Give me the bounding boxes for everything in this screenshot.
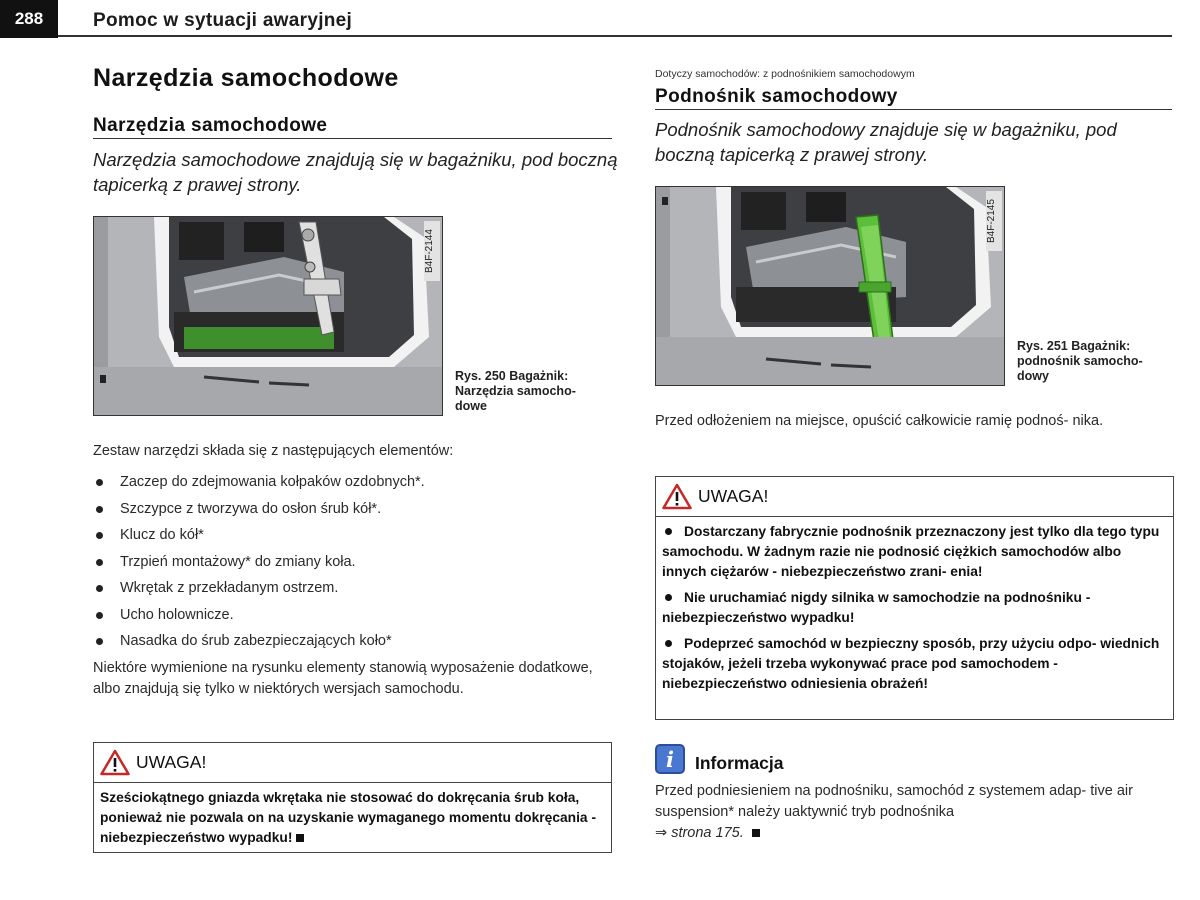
end-mark-icon [752,829,760,837]
list-item: Klucz do kół* [93,522,613,549]
info-header [655,744,784,774]
figure-code: B4F-2145 [986,191,1002,251]
tools-note: Niektóre wymienione na rysunku elementy stanowią wyposażenie dodatkowe, albo znajdują się tylko w niektórych wersjach samochodu. [93,660,593,697]
left-warning-box [93,742,612,853]
header-rule [58,35,1172,37]
jack-figure [655,186,1005,386]
main-title: Narzędzia samochodowe [93,64,399,92]
info-icon: i [655,744,685,774]
left-figure-caption [455,369,605,414]
caption-number: Rys. 250 [455,369,506,383]
list-item: Nasadka do śrub zabezpieczających koło* [93,628,613,655]
tools-intro: Zestaw narzędzi składa się z następujących elementów: [93,443,454,459]
caption-text: podnośnik samocho- dowy [1017,354,1143,383]
caption-label: Bagażnik: [509,369,569,383]
caption-text: Narzędzia samocho- dowe [455,384,576,413]
right-section-title: Podnośnik samochodowy [655,86,898,107]
right-figure-caption [1017,339,1167,384]
info-title: Informacja [695,752,784,773]
caption-number: Rys. 251 [1017,339,1068,353]
left-lead: Narzędzia samochodowe znajdują się w bagażniku, pod boczną tapicerką z prawej strony. [93,149,618,195]
right-section-rule [655,109,1172,110]
right-lead: Podnośnik samochodowy znajduje się w bagażniku, pod boczną tapicerką z prawej strony. [655,119,1117,165]
warning-item: Podeprzeć samochód w bezpieczny sposób, przy użyciu odpo- wiednich stojaków, jeżeli trzeba wykonywać prace pod samochodem - niebezpieczeństwo odniesienia obrażeń! [662,636,1160,691]
warning-triangle-icon [100,749,130,776]
info-link-text[interactable]: strona 175. [671,825,744,841]
left-section-title: Narzędzia samochodowe [93,115,328,136]
info-link[interactable] [655,825,748,841]
trunk-tools-illustration [94,217,443,416]
chapter-title: Pomoc w sytuacji awaryjnej [93,10,353,31]
warning-header [656,477,1173,517]
warning-item: Dostarczany fabrycznie podnośnik przeznaczony jest tylko dla tego typu samochodu. W żadnym razie nie podnosić ciężkich samochodów albo innych ciężarów - niebezpieczeństwo zrani- enia! [662,524,1160,579]
warning-triangle-icon [662,483,692,510]
left-section-rule [93,138,612,139]
list-item: Ucho holownicze. [93,602,613,629]
end-mark-icon [296,834,304,842]
list-item: Trzpień montażowy* do zmiany koła. [93,549,613,576]
warning-text: Sześciokątnego gniazda wkrętaka nie stosować do dokręcania śrub koła, ponieważ nie pozwala on na uzyskanie wymaganego momentu dokręcania - niebezpieczeństwo wypadku! [100,790,597,845]
info-body: Przed podniesieniem na podnośniku, samochód z systemem adap- tive air suspension* należy uaktywnić tryb podnośnika [655,783,1133,820]
list-item: Zaczep do zdejmowania kołpaków ozdobnych*. [93,469,613,496]
warning-title: UWAGA! [698,486,769,506]
caption-label: Bagażnik: [1071,339,1131,353]
warning-body [656,517,1173,699]
figure-code: B4F-2144 [424,221,440,281]
warning-header [94,743,611,783]
applies-to: Dotyczy samochodów: z podnośnikiem samochodowym [655,68,915,80]
trunk-jack-illustration [656,187,1005,386]
list-item: Wkrętak z przekładanym ostrzem. [93,575,613,602]
warning-body [94,783,611,853]
right-warning-box [655,476,1174,720]
tools-figure [93,216,443,416]
tools-list [93,469,613,655]
warning-item: Nie uruchamiać nigdy silnika w samochodzie na podnośniku - niebezpieczeństwo wypadku! [662,590,1091,625]
warning-title: UWAGA! [136,752,207,772]
info-text [655,781,1170,844]
arrow-right-icon: ⇒ [655,825,668,841]
page-number: 288 [0,0,58,38]
jack-before-text: Przed odłożeniem na miejsce, opuścić całkowicie ramię podnoś- nika. [655,413,1104,429]
list-item: Szczypce z tworzywa do osłon śrub kół*. [93,496,613,523]
